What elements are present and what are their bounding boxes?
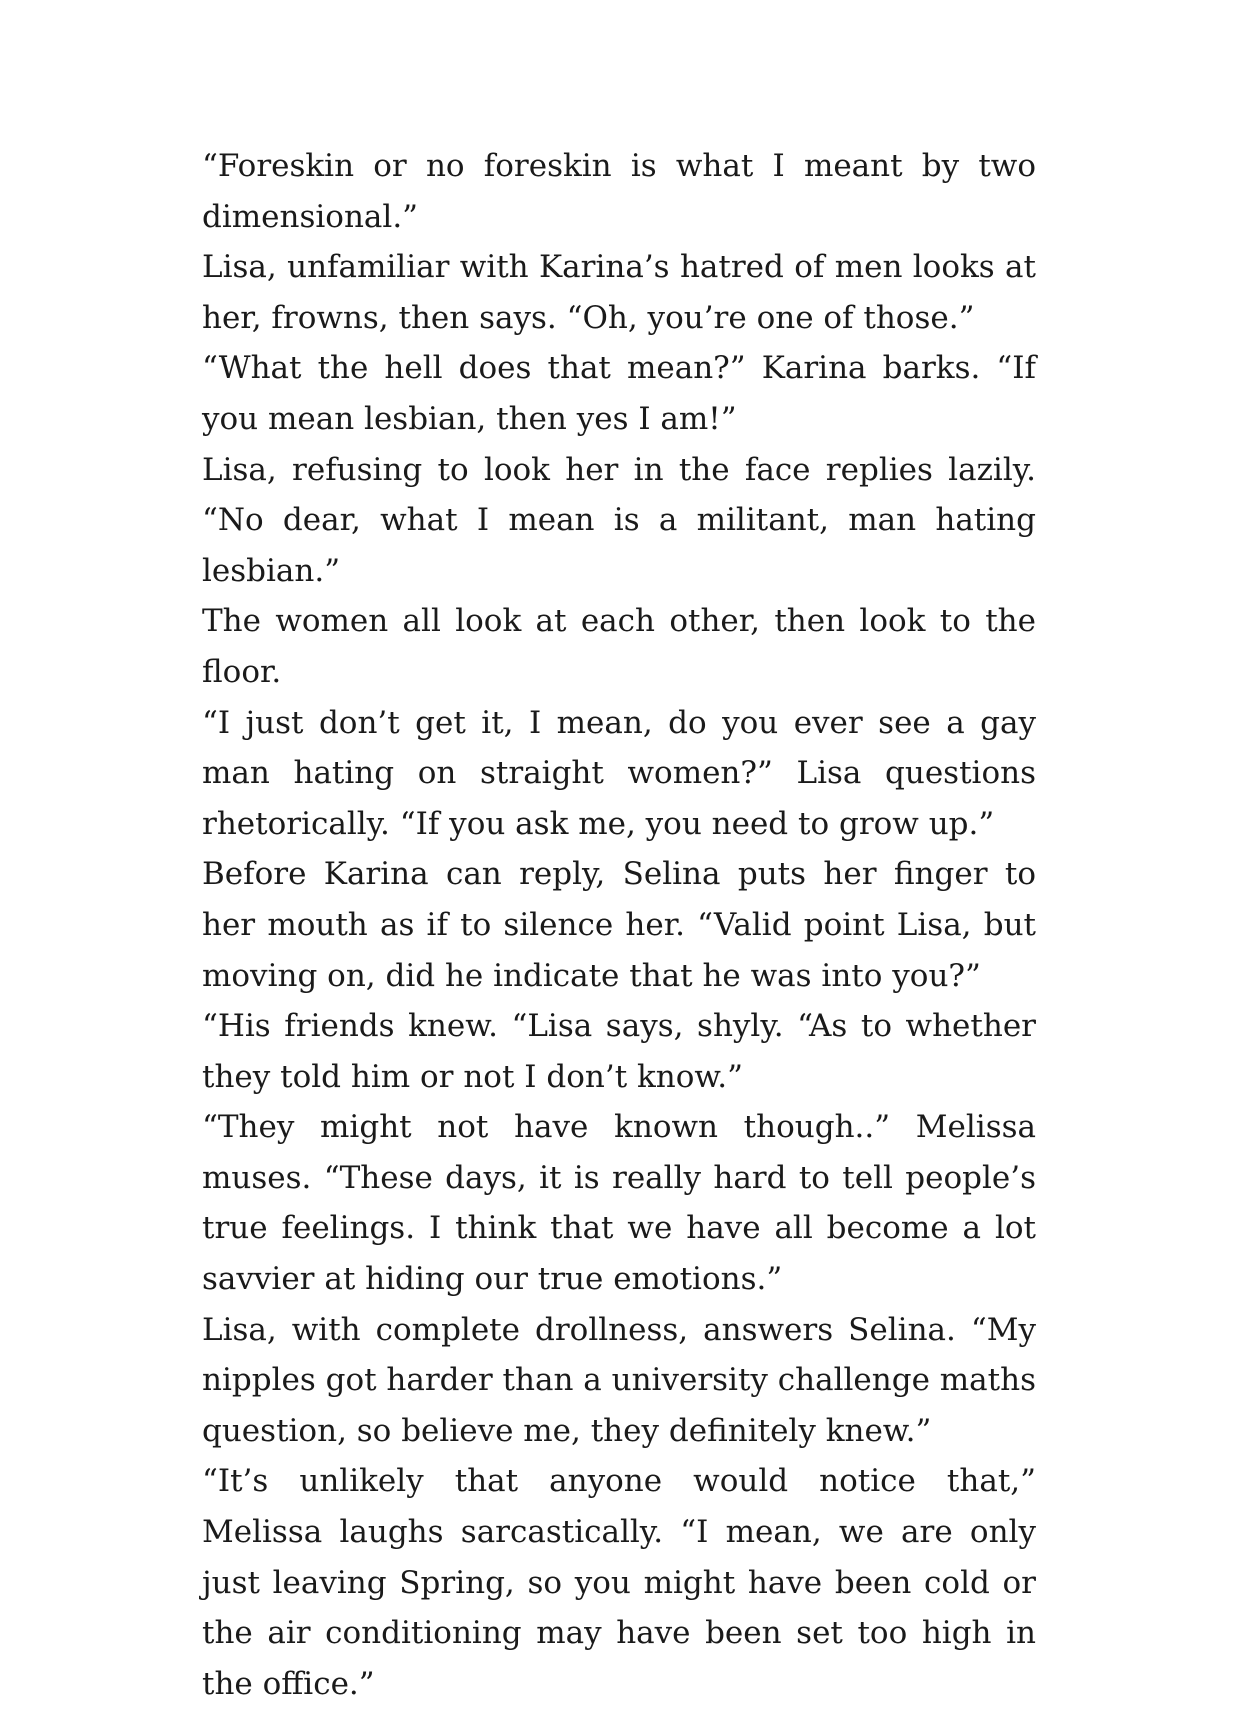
paragraph-9: “They might not have known though..” Melissa muses. “These days, it is really hard to tell people’s true feelings. I think that we have all become a lot savvier at hiding our true emotions.”: [202, 1109, 1036, 1298]
paragraph-11: “It’s unlikely that anyone would notice that,” Melissa laughs sarcastically. “I mean, we are only just leaving Spring, so you might have been cold or the air conditioning may have been set too high in the office.”: [202, 1463, 1036, 1702]
page-body: [202, 141, 1036, 1709]
paragraph-6: “I just don’t get it, I mean, do you ever see a gay man hating on straight women?” Lisa questions rhetorically. “If you ask me, you need to grow up.”: [202, 704, 1036, 842]
paragraph-10: Lisa, with complete drollness, answers Selina. “My nipples got harder than a university challenge maths question, so believe me, they definitely knew.”: [202, 1311, 1036, 1449]
paragraph-5: The women all look at each other, then look to the floor.: [202, 603, 1036, 690]
paragraph-3: “What the hell does that mean?” Karina barks. “If you mean lesbian, then yes I am!”: [202, 350, 1036, 437]
paragraph-1: “Foreskin or no foreskin is what I meant by two dimensional.”: [202, 148, 1036, 235]
paragraph-8: “His friends knew. “Lisa says, shyly. “As to whether they told him or not I don’t know.”: [202, 1008, 1036, 1095]
paragraph-2: Lisa, unfamiliar with Karina’s hatred of men looks at her, frowns, then says. “Oh, you’re one of those.”: [202, 249, 1036, 336]
paragraph-7: Before Karina can reply, Selina puts her finger to her mouth as if to silence her. “Valid point Lisa, but moving on, did he indicate that he was into you?”: [202, 856, 1036, 994]
paragraph-4: Lisa, refusing to look her in the face replies lazily. “No dear, what I mean is a militant, man hating lesbian.”: [202, 451, 1036, 589]
